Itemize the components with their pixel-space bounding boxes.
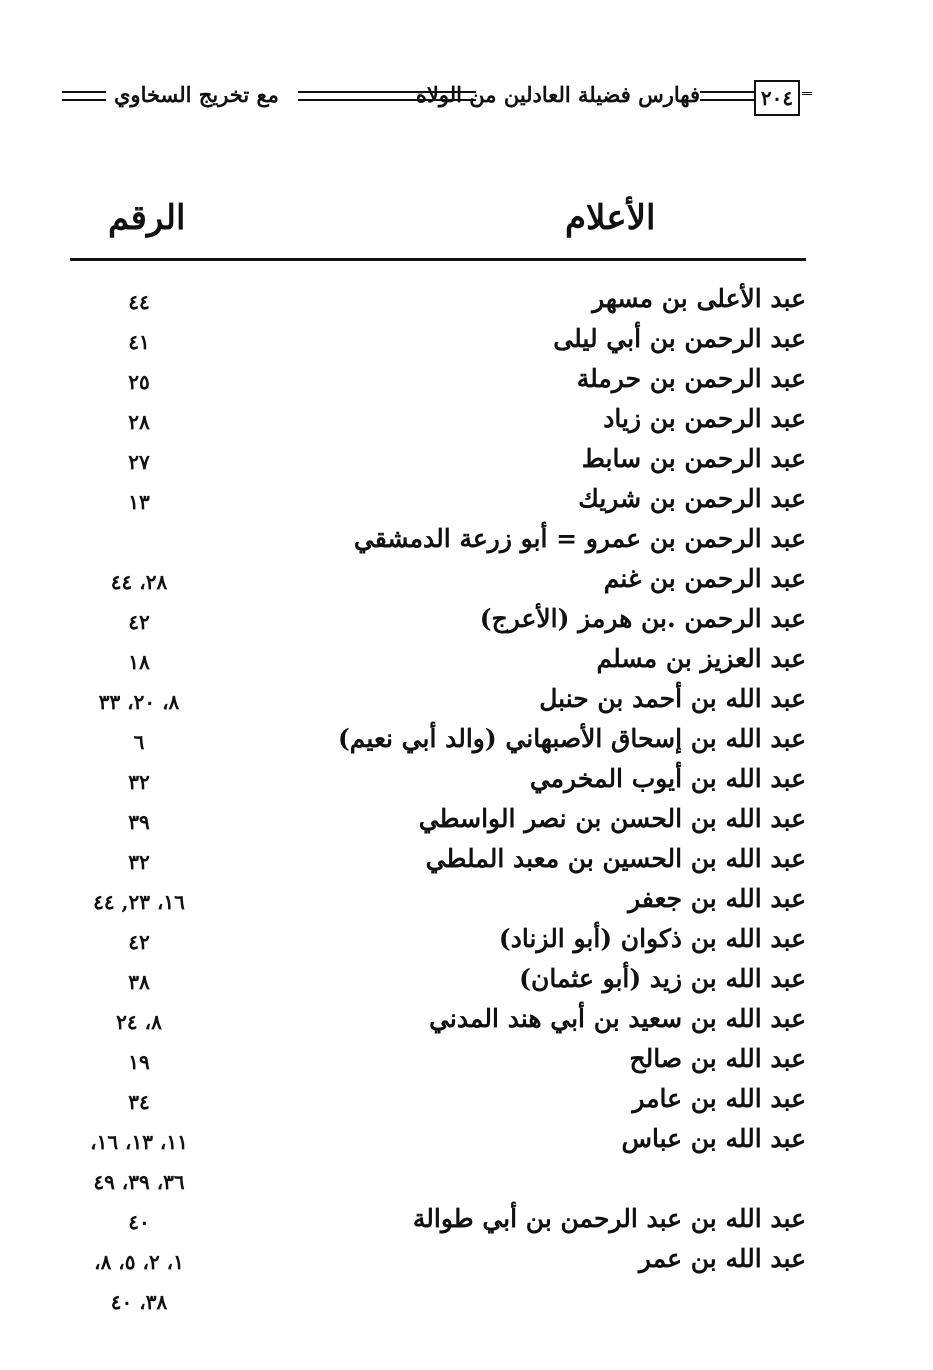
index-row — [60, 1042, 806, 1082]
running-header — [62, 78, 812, 118]
entry-numbers: ٢٥ — [128, 370, 150, 394]
index-row-continuation — [60, 1282, 806, 1322]
entry-name: عبد الله بن زيد (أبو عثمان) — [519, 964, 806, 993]
entry-name: عبد الله بن ذكوان (أبو الزناد) — [498, 924, 806, 953]
entry-name: عبد الرحمن بن زياد — [603, 404, 806, 433]
entry-numbers: ١، ٢، ٥، ٨، — [94, 1250, 184, 1274]
entry-numbers: ٣٩ — [128, 810, 150, 834]
entry-name: عبد الرحمن بن شريك — [578, 484, 806, 513]
index-row — [60, 1202, 806, 1242]
entry-name: عبد الله بن إسحاق الأصبهاني (والد أبي نعيم) — [337, 724, 806, 753]
column-heading-numbers: الرقم — [108, 198, 186, 238]
entry-name: عبد الله بن عامر — [632, 1084, 806, 1113]
index-row-continuation — [60, 1162, 806, 1202]
entry-name: عبد الله بن سعيد بن أبي هند المدني — [429, 1004, 806, 1033]
index-row — [60, 282, 806, 322]
entry-name: عبد الرحمن بن غنم — [603, 564, 806, 593]
entry-name: عبد الرحمن بن حرملة — [576, 364, 806, 393]
entry-name: عبد الله بن أيوب المخرمي — [529, 764, 806, 793]
entry-numbers: ٢٨، ٤٤ — [110, 570, 168, 594]
entry-numbers: ١٨ — [128, 650, 150, 674]
entry-numbers: ٣٤ — [128, 1090, 150, 1114]
header-rule — [700, 91, 756, 101]
index-row — [60, 442, 806, 482]
entry-numbers: ٨، ٢٠، ٣٣ — [98, 690, 180, 714]
entry-name: عبد الله بن عباس — [621, 1124, 806, 1153]
index-row — [60, 522, 806, 562]
index-row — [60, 1082, 806, 1122]
index-row — [60, 842, 806, 882]
entry-numbers: ٢٧ — [128, 450, 150, 474]
index-row — [60, 762, 806, 802]
entry-name: عبد الله بن أحمد بن حنبل — [539, 684, 806, 713]
entry-numbers: ٣٨ — [128, 970, 150, 994]
book-title: فهارس فضيلة العادلين من الولاة — [415, 82, 700, 107]
index-row — [60, 1122, 806, 1162]
entry-name: عبد الرحمن بن سابط — [581, 444, 806, 473]
entry-name: عبد الله بن عمر — [638, 1244, 806, 1273]
header-rule — [298, 91, 476, 101]
index-row — [60, 402, 806, 442]
entry-numbers: ٤٠ — [128, 1210, 150, 1234]
index-row — [60, 322, 806, 362]
entry-name: عبد الله بن عبد الرحمن بن أبي طوالة — [412, 1204, 806, 1233]
entry-numbers: ١٣ — [128, 490, 150, 514]
header-ornament-left — [62, 91, 106, 101]
book-subtitle: مع تخريج السخاوي — [114, 82, 279, 107]
entry-numbers: ٣٢ — [128, 770, 150, 794]
entry-numbers: ١٦، ٢٣, ٤٤ — [93, 890, 185, 914]
entry-numbers: ٤٢ — [128, 930, 150, 954]
entry-name: عبد الرحمن بن عمرو = أبو زرعة الدمشقي — [353, 524, 806, 553]
index-row — [60, 482, 806, 522]
entry-numbers: ٣٨، ٤٠ — [110, 1290, 168, 1314]
entry-name: عبد الرحمن .بن هرمز (الأعرج) — [479, 604, 806, 633]
entry-name: عبد العزيز بن مسلم — [596, 644, 806, 673]
index-row — [60, 642, 806, 682]
index-row — [60, 362, 806, 402]
index-row — [60, 562, 806, 602]
index-row — [60, 962, 806, 1002]
entry-name: عبد الرحمن بن أبي ليلى — [553, 324, 806, 353]
index-row — [60, 922, 806, 962]
entry-name: عبد الله بن الحسين بن معبد الملطي — [425, 844, 806, 873]
index-row — [60, 722, 806, 762]
index-row — [60, 1242, 806, 1282]
entry-numbers: ١٩ — [128, 1050, 150, 1074]
entry-name: عبد الله بن الحسن بن نصر الواسطي — [418, 804, 806, 833]
index-row — [60, 882, 806, 922]
entry-name: عبد الأعلى بن مسهر — [592, 284, 806, 313]
index-row — [60, 602, 806, 642]
column-heading-names: الأعلام — [565, 198, 656, 238]
entry-name: عبد الله بن جعفر — [628, 884, 806, 913]
entry-numbers: ٢٨ — [128, 410, 150, 434]
page-number: ٢٠٤ — [754, 80, 800, 116]
entry-numbers: ٦ — [133, 730, 145, 754]
entry-numbers: ٣٦، ٣٩، ٤٩ — [93, 1170, 185, 1194]
entry-numbers: ٤٢ — [128, 610, 150, 634]
heading-divider — [70, 258, 806, 261]
index-row — [60, 802, 806, 842]
entry-name: عبد الله بن صالح — [629, 1044, 806, 1073]
index-row — [60, 1002, 806, 1042]
index-list — [60, 282, 806, 1322]
entry-numbers: ١١، ١٣، ١٦، — [90, 1130, 188, 1154]
entry-numbers: ٤١ — [128, 330, 150, 354]
entry-numbers: ٨، ٢٤ — [116, 1010, 162, 1034]
header-ornament-right — [802, 92, 812, 95]
entry-numbers: ٣٢ — [128, 850, 150, 874]
index-row — [60, 682, 806, 722]
entry-numbers: ٤٤ — [128, 290, 150, 314]
